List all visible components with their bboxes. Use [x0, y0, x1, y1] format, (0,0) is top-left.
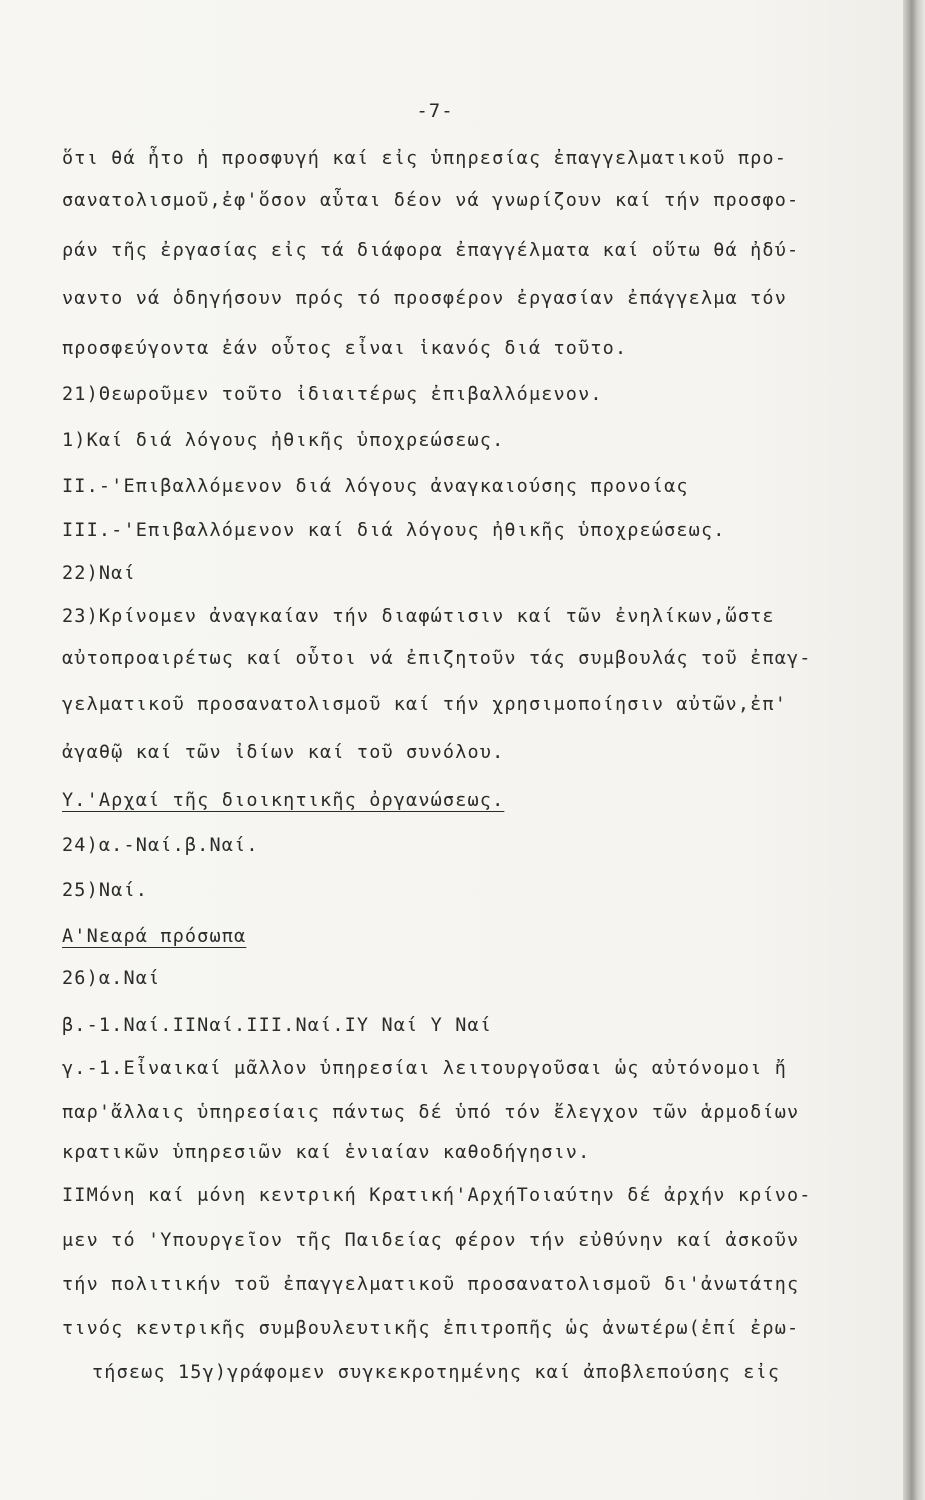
- text-line: τινός κεντρικῆς συμβουλευτικῆς ἐπιτροπῆς ὡς ἀνωτέρω(ἐπί ἐρω-: [62, 1318, 800, 1339]
- text-line: ναντο νά ὁδηγήσουν πρός τό προσφέρον ἐργασίαν ἐπάγγελμα τόν: [62, 288, 787, 309]
- text-line: 25)Ναί.: [62, 880, 149, 901]
- text-line: τήν πολιτικήν τοῦ ἐπαγγελματικοῦ προσανατολισμοῦ δι'ἀνωτάτης: [62, 1274, 800, 1295]
- text-line: ἀγαθῷ καί τῶν ἰδίων καί τοῦ συνόλου.: [62, 742, 505, 763]
- text-line: τήσεως 15γ)γράφομεν συγκεκροτημένης καί ἀποβλεπούσης εἰς: [92, 1362, 781, 1383]
- text-line: 21)Θεωροῦμεν τοῦτο ἰδιαιτέρως ἐπιβαλλόμενον.: [62, 384, 603, 405]
- text-line: III.-'Επιβαλλόμενον καί διά λόγους ἠθικῆς ὑποχρεώσεως.: [62, 520, 726, 541]
- text-line: κρατικῶν ὑπηρεσιῶν καί ἑνιαίαν καθοδήγησιν.: [62, 1142, 591, 1163]
- text-line: IIΜόνη καί μόνη κεντρική Κρατική'ΑρχήΤοιαύτην δέ ἀρχήν κρίνο-: [62, 1185, 812, 1206]
- text-line: 22)Ναί: [62, 563, 136, 584]
- text-line: β.-1.Ναί.IIΝαί.III.Ναί.IY Ναί Υ Ναί: [62, 1015, 493, 1036]
- text-line: 23)Κρίνομεν ἀναγκαίαν τήν διαφώτισιν καί τῶν ἐνηλίκων,ὥστε: [62, 606, 775, 627]
- text-line: 24)α.-Ναί.β.Ναί.: [62, 835, 259, 856]
- text-line: αὐτοπροαιρέτως καί οὗτοι νά ἐπιζητοῦν τάς συμβουλάς τοῦ ἐπαγ-: [62, 648, 812, 669]
- text-line: 26)α.Ναί: [62, 968, 161, 989]
- text-line: ὅτι θά ἦτο ἡ προσφυγή καί εἰς ὑπηρεσίας ἐπαγγελματικοῦ προ-: [62, 148, 787, 169]
- text-line: γ.-1.Εἶναικαί μᾶλλον ὑπηρεσίαι λειτουργοῦσαι ὡς αὐτόνομοι ἤ: [62, 1058, 787, 1079]
- page-number: -7-: [416, 100, 454, 122]
- text-line: σανατολισμοῦ,ἐφ'ὅσον αὗται δέον νά γνωρίζουν καί τήν προσφο-: [62, 190, 800, 211]
- text-line: γελματικοῦ προσανατολισμοῦ καί τήν χρησιμοποίησιν αὐτῶν,ἐπ': [62, 694, 787, 715]
- text-line: II.-'Επιβαλλόμενον διά λόγους ἀναγκαιούσης προνοίας: [62, 476, 689, 497]
- text-line: προσφεύγοντα ἐάν οὗτος εἶναι ἱκανός διά τοῦτο.: [62, 338, 628, 359]
- text-line: 1)Καί διά λόγους ἠθικῆς ὑποχρεώσεως.: [62, 430, 505, 451]
- text-line: μεν τό 'Υπουργεῖον τῆς Παιδείας φέρον τήν εὐθύνην καί ἀσκοῦν: [62, 1230, 800, 1251]
- text-line: παρ'ἄλλαις ὑπηρεσίαις πάντως δέ ὑπό τόν ἔλεγχον τῶν ἁρμοδίων: [62, 1102, 800, 1123]
- text-line: Υ.'Αρχαί τῆς διοικητικῆς ὀργανώσεως.: [62, 790, 505, 811]
- text-line: Α'Νεαρά πρόσωπα: [62, 926, 247, 947]
- binding-edge: [903, 0, 925, 1500]
- text-line: ράν τῆς ἐργασίας εἰς τά διάφορα ἐπαγγέλματα καί οὕτω θά ἠδύ-: [62, 240, 800, 261]
